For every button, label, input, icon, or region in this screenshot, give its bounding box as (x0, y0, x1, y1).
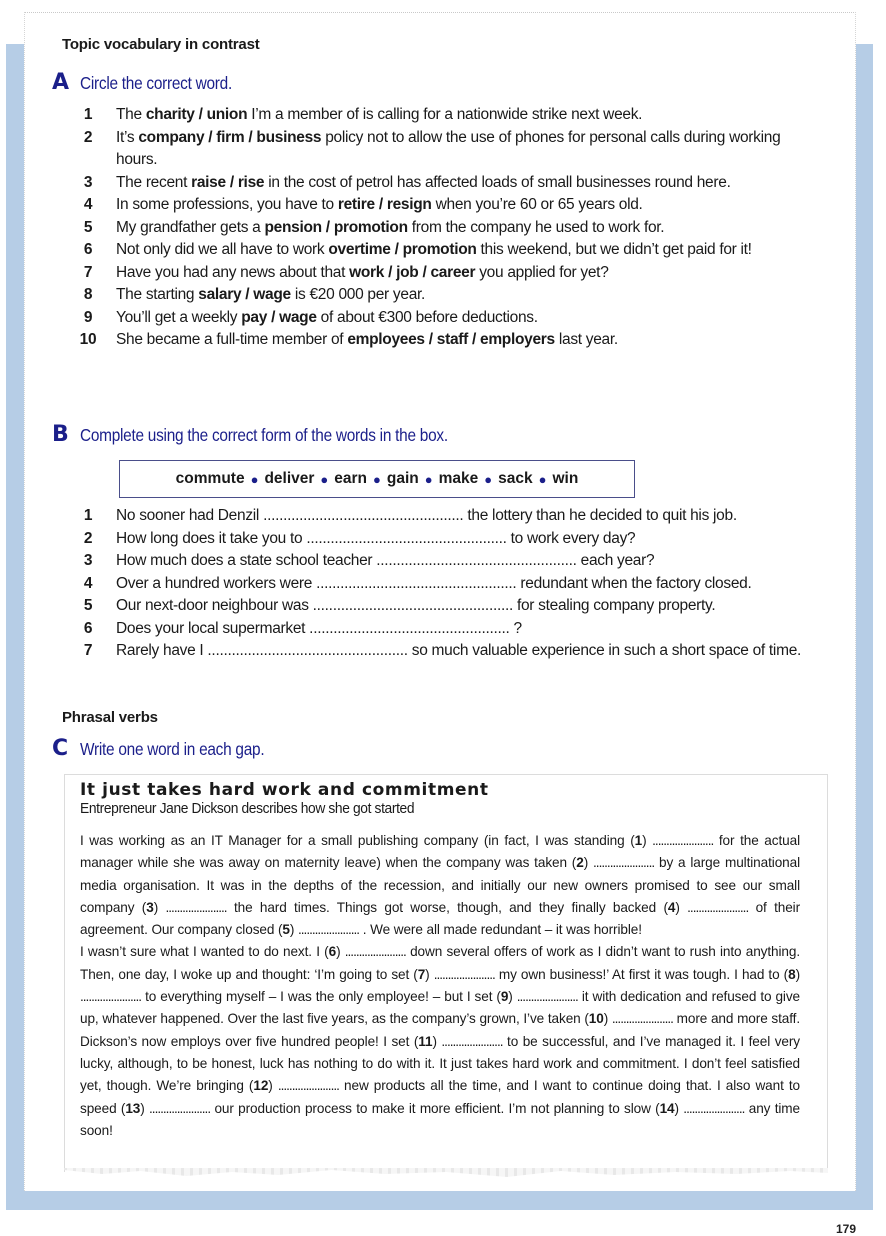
word-box (119, 460, 635, 498)
answer-gap[interactable]: ...................... (80, 989, 142, 1005)
question-text[interactable]: Over a hundred workers were .................................................. redundant when the factory closed. (116, 574, 752, 592)
gap-number: 10 (588, 1011, 604, 1027)
question-number: 2 (83, 529, 93, 547)
section-a-title: Circle the correct word. (80, 73, 232, 93)
section-c-heading (52, 736, 289, 761)
article-title: It just takes hard work and commitment (80, 780, 489, 800)
answer-gap[interactable]: ...................... (652, 833, 714, 848)
article-body (80, 830, 800, 1142)
question-text: The starting salary / wage is €20 000 per year. (116, 286, 426, 303)
answer-gap[interactable]: ...................... (516, 989, 578, 1005)
gap-number: 3 (146, 899, 154, 915)
question-item (60, 528, 820, 551)
word-box-item: make (438, 470, 479, 487)
answer-gap[interactable]: ...................... (611, 1011, 673, 1027)
question-item (60, 618, 820, 641)
word-box-item: earn (334, 470, 368, 487)
word-choice-options[interactable]: work / job / career (349, 263, 476, 281)
gap-number: 7 (417, 966, 426, 982)
question-text: The recent raise / rise in the cost of petrol has affected loads of small businesses round here. (116, 173, 731, 191)
topic-heading: Topic vocabulary in contrast (62, 36, 260, 53)
word-choice-options[interactable]: employees / staff / employers (347, 331, 555, 348)
word-choice-options[interactable]: salary / wage (198, 286, 291, 303)
question-text: In some professions, you have to retire / resign when you’re 60 or 65 years old. (116, 196, 643, 213)
word-choice-options[interactable]: company / firm / business (138, 128, 322, 146)
section-b-list (60, 505, 820, 663)
word-box-item: commute (175, 470, 245, 487)
question-number: 7 (83, 263, 93, 281)
question-number: 6 (83, 619, 93, 637)
page-frame-bottom (6, 1190, 873, 1210)
gap-number: 2 (576, 855, 584, 871)
question-text[interactable]: How much does a state school teacher .................................................. each year? (116, 552, 655, 569)
question-item (60, 194, 820, 217)
answer-gap[interactable]: ...................... (277, 1078, 339, 1094)
question-text: Have you had any news about that work / job / career you applied for yet? (116, 263, 609, 281)
question-text: You’ll get a weekly pay / wage of about €300 before deductions. (116, 308, 538, 326)
page-frame-left (6, 44, 26, 1210)
word-choice-options[interactable]: charity / union (145, 106, 248, 123)
question-text: It’s company / firm / business policy not to allow the use of phones for personal calls during working hours. (116, 128, 781, 168)
question-number: 5 (83, 218, 93, 236)
question-number: 5 (83, 597, 93, 614)
question-item (60, 505, 820, 528)
question-number: 4 (83, 574, 93, 592)
question-item (60, 307, 820, 330)
answer-gap[interactable]: ...................... (441, 1033, 503, 1049)
bullet-icon: ● (484, 471, 493, 487)
section-b-letter: B (52, 422, 69, 447)
question-number: 9 (83, 308, 93, 326)
article-subtitle: Entrepreneur Jane Dickson describes how she got started (80, 800, 415, 817)
section-a-letter: A (52, 70, 70, 95)
question-item (60, 104, 820, 127)
question-text[interactable]: Does your local supermarket .................................................. ? (116, 619, 522, 637)
bullet-icon: ● (373, 471, 381, 487)
question-item (60, 172, 820, 195)
word-box-item: deliver (264, 470, 315, 487)
question-item (60, 239, 820, 262)
question-number: 2 (83, 128, 93, 146)
word-box-item: win (552, 470, 579, 487)
question-number: 6 (83, 241, 93, 258)
bullet-icon: ● (424, 471, 433, 487)
section-c-title: Write one word in each gap. (80, 739, 265, 759)
question-text[interactable]: Rarely have I .................................................. so much valuable experience in such a short space of time. (116, 642, 802, 659)
question-text: My grandfather gets a pension / promotion from the company he used to work for. (116, 218, 665, 236)
question-number: 4 (83, 196, 93, 213)
question-item (60, 640, 820, 663)
word-choice-options[interactable]: overtime / promotion (328, 241, 477, 258)
section-b-title: Complete using the correct form of the words in the box. (80, 425, 448, 445)
question-number: 3 (83, 173, 93, 191)
word-choice-options[interactable]: pension / promotion (264, 218, 408, 236)
section-a-list (60, 104, 820, 352)
phrasal-verbs-heading: Phrasal verbs (62, 709, 158, 726)
word-box-item: sack (498, 470, 533, 487)
question-text: She became a full-time member of employees / staff / employers last year. (116, 331, 618, 348)
gap-number: 6 (328, 944, 337, 960)
question-item (60, 573, 820, 596)
page-number: 179 (836, 1222, 857, 1236)
gap-number: 11 (418, 1033, 433, 1049)
question-text: The charity / union I’m a member of is calling for a nationwide strike next week. (116, 106, 643, 123)
question-item (60, 262, 820, 285)
answer-gap[interactable]: ...................... (344, 944, 406, 960)
question-item (60, 550, 820, 573)
article-paragraph: I wasn’t sure what I wanted to do next. I (6) ...................... down several offers of work as I didn’t want to rush into anything. Then, one day, I woke up and thought: ‘I’m going to set (7) ...................... my own business!’ At first it was tough. I had to (8) ...................... to everything myself – I was the only employee! – but I set (9) ...................... it with dedication and refused to give up, whatever happened. Over the last five years, as the company’s grown, I’ve taken (10) ...................... more and more staff. Dickson’s now employs over five hundred people! I set (11) ...................... to be successful, and I’ve managed it. I feel very lucky, although, to be honest, luck has nothing to do with it. It just takes hard work and commitment. I don’t feel satisfied yet, though. We’re bringing (12) ...................... new products all the time, and I want to continue doing that. I also want to speed (13) ...................... our production process to make it more efficient. I’m not planning to slow (14) ...................... any time soon! (80, 944, 801, 1138)
gap-number: 12 (253, 1078, 269, 1094)
answer-gap[interactable]: ...................... (593, 855, 655, 871)
question-item (60, 217, 820, 240)
question-number: 3 (83, 552, 93, 569)
question-item (60, 595, 820, 618)
word-choice-options[interactable]: raise / rise (191, 173, 265, 191)
answer-gap[interactable]: ...................... (683, 1100, 745, 1116)
question-text[interactable]: How long does it take you to .................................................. to work every day? (116, 529, 636, 547)
gap-number: 9 (500, 989, 509, 1005)
word-choice-options[interactable]: pay / wage (241, 308, 317, 326)
answer-gap[interactable]: ...................... (149, 1100, 211, 1116)
gap-number: 5 (282, 922, 290, 938)
question-text: Not only did we all have to work overtime / promotion this weekend, but we didn’t get paid for it! (116, 241, 752, 258)
article-paragraph: I was working as an IT Manager for a small publishing company (in fact, I was standing (1) ...................... for the actual manager while she was away on maternity leave) when the company was taken (2) ...................... by a large multinational media organisation. It was in the depths of the recession, and initially our new owners promised to see our small company (3) ...................... the hard times. Things got worse, though, and they finally backed (4) ...................... of their agreement. Our company closed (5) ...................... . We were all made redundant – it was horrible! (80, 833, 801, 938)
gap-number: 1 (634, 833, 643, 848)
answer-gap[interactable]: ...................... (687, 899, 749, 915)
gap-number: 13 (125, 1100, 141, 1116)
question-text[interactable]: Our next-door neighbour was .................................................. for stealing company property. (116, 597, 716, 614)
bullet-icon: ● (250, 471, 259, 487)
question-number: 8 (83, 286, 93, 303)
gap-number: 14 (659, 1100, 675, 1116)
section-a-heading (52, 70, 253, 95)
answer-gap[interactable]: ...................... (433, 966, 495, 982)
word-choice-options[interactable]: retire / resign (337, 196, 432, 213)
gap-number: 4 (667, 899, 676, 915)
bullet-icon: ● (538, 471, 547, 487)
question-number: 10 (79, 331, 97, 348)
question-item (60, 284, 820, 307)
question-item (60, 127, 820, 172)
section-c-letter: C (52, 736, 69, 761)
question-number: 1 (83, 507, 93, 524)
question-item (60, 329, 820, 352)
answer-gap[interactable]: ...................... (298, 922, 360, 938)
bullet-icon: ● (320, 471, 329, 487)
question-text[interactable]: No sooner had Denzil .................................................. the lottery than he decided to quit his job. (116, 507, 737, 524)
question-number: 1 (83, 106, 93, 123)
question-number: 7 (83, 642, 93, 659)
answer-gap[interactable]: ...................... (165, 899, 227, 915)
section-b-heading (52, 422, 498, 447)
gap-number: 8 (788, 966, 796, 982)
page-frame-right (853, 44, 873, 1210)
word-box-item: gain (386, 470, 419, 487)
